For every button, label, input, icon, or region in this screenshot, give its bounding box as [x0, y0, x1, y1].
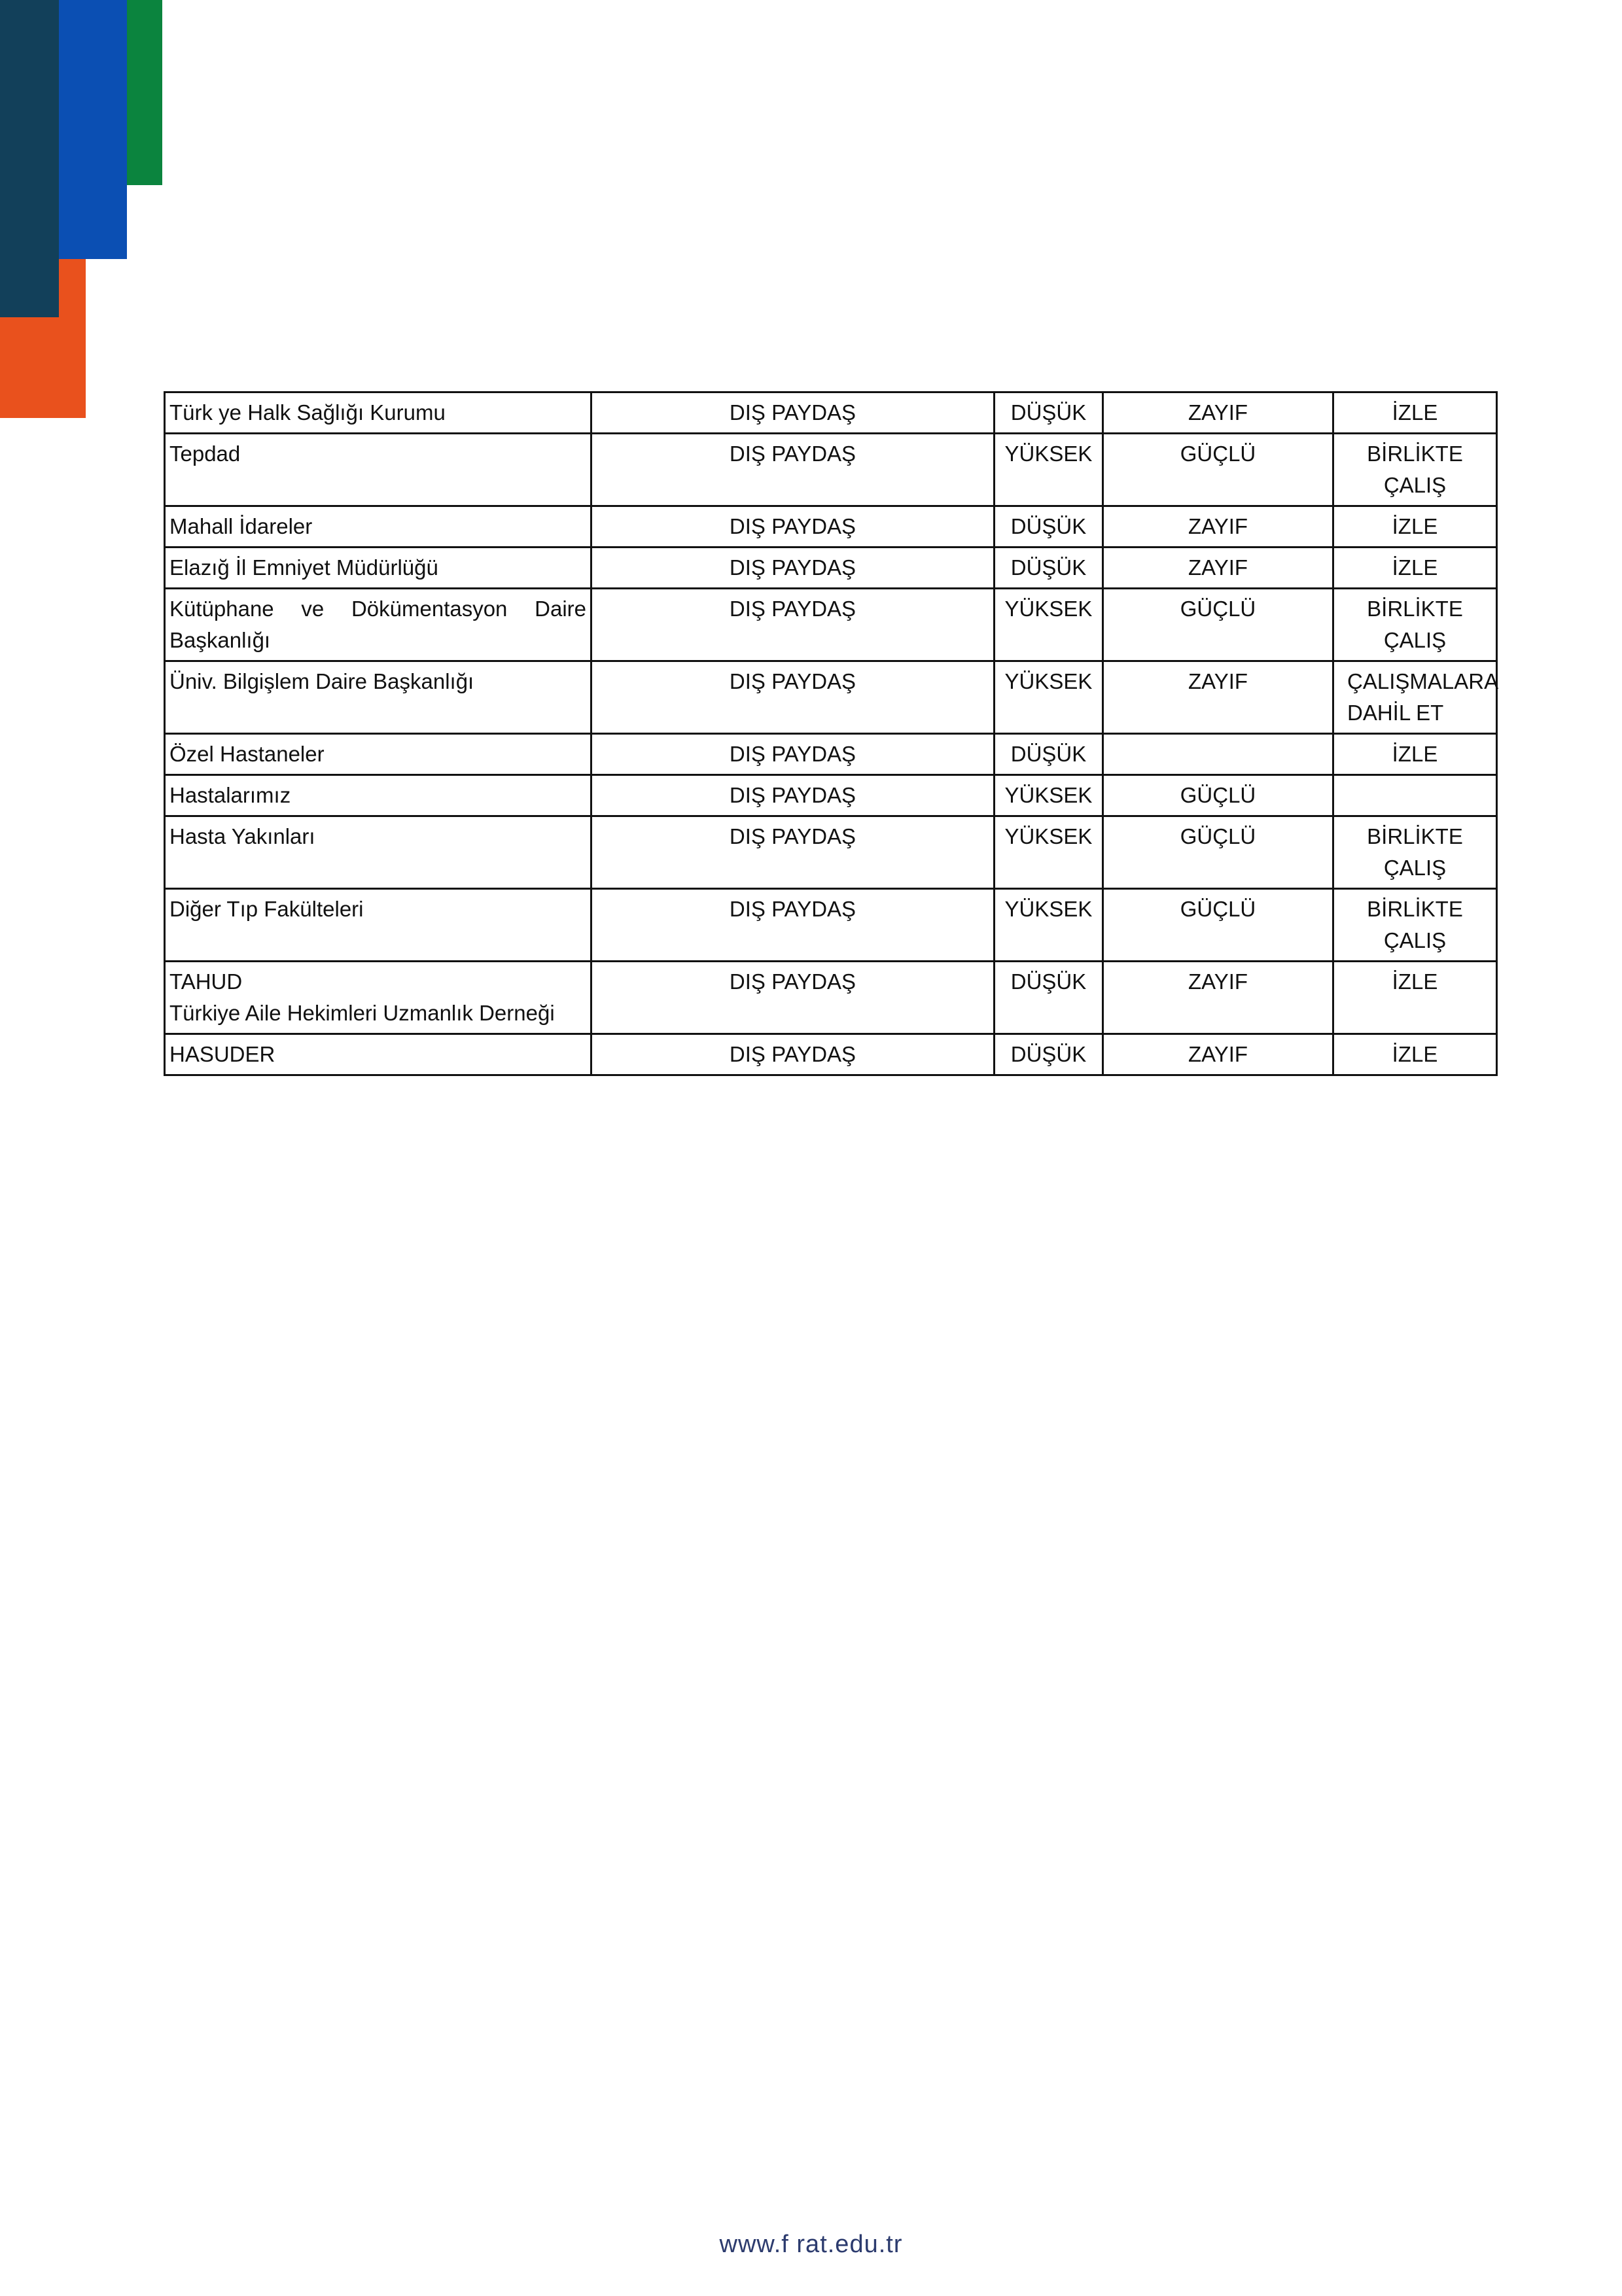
stakeholder-name: Elazığ İl Emniyet Müdürlüğü	[165, 548, 591, 589]
stakeholder-type: DIŞ PAYDAŞ	[591, 816, 995, 889]
table-row	[165, 548, 1497, 589]
stakeholder-name: TAHUD	[169, 969, 243, 994]
stakeholder-type: DIŞ PAYDAŞ	[591, 734, 995, 775]
stakeholder-influence: GÜÇLÜ	[1103, 775, 1333, 816]
table-row	[165, 962, 1497, 1034]
table-row	[165, 775, 1497, 816]
stakeholder-importance: DÜŞÜK	[995, 1034, 1103, 1075]
stakeholder-type: DIŞ PAYDAŞ	[591, 775, 995, 816]
table-row	[165, 734, 1497, 775]
stakeholder-importance: YÜKSEK	[995, 889, 1103, 962]
stakeholder-type: DIŞ PAYDAŞ	[591, 434, 995, 506]
stakeholder-action: İZLE	[1333, 392, 1497, 434]
table-row	[165, 1034, 1497, 1075]
stakeholder-type: DIŞ PAYDAŞ	[591, 889, 995, 962]
stakeholder-influence	[1103, 734, 1333, 775]
stakeholder-name: Özel Hastaneler	[165, 734, 591, 775]
stakeholder-importance: DÜŞÜK	[995, 506, 1103, 548]
table-row	[165, 816, 1497, 889]
stakeholder-name: Üniv. Bilgişlem Daire Başkanlığı	[165, 661, 591, 734]
stakeholder-type: DIŞ PAYDAŞ	[591, 392, 995, 434]
stakeholder-name: Diğer Tıp Fakülteleri	[165, 889, 591, 962]
stakeholder-action: BİRLİKTE ÇALIŞ	[1333, 889, 1497, 962]
table-row	[165, 506, 1497, 548]
stakeholder-name-cell	[165, 962, 591, 1034]
stakeholder-table	[164, 391, 1498, 1076]
stakeholder-importance: YÜKSEK	[995, 434, 1103, 506]
stakeholder-importance: DÜŞÜK	[995, 962, 1103, 1034]
stakeholder-action: BİRLİKTE ÇALIŞ	[1333, 816, 1497, 889]
table-row	[165, 661, 1497, 734]
stakeholder-action: İZLE	[1333, 962, 1497, 1034]
table-row	[165, 434, 1497, 506]
stakeholder-influence: GÜÇLÜ	[1103, 589, 1333, 661]
stakeholder-name: Mahall İdareler	[165, 506, 591, 548]
stakeholder-influence: GÜÇLÜ	[1103, 434, 1333, 506]
table-row	[165, 589, 1497, 661]
stakeholder-influence: GÜÇLÜ	[1103, 816, 1333, 889]
stakeholder-influence: GÜÇLÜ	[1103, 889, 1333, 962]
stakeholder-type: DIŞ PAYDAŞ	[591, 506, 995, 548]
stakeholder-action: İZLE	[1333, 548, 1497, 589]
stakeholder-action	[1333, 775, 1497, 816]
brand-bar-green	[127, 0, 162, 185]
stakeholder-name: Hasta Yakınları	[165, 816, 591, 889]
stakeholder-importance: YÜKSEK	[995, 816, 1103, 889]
stakeholder-importance: DÜŞÜK	[995, 548, 1103, 589]
brand-bar-dark	[0, 0, 59, 317]
stakeholder-importance: DÜŞÜK	[995, 734, 1103, 775]
table-row	[165, 392, 1497, 434]
stakeholder-type: DIŞ PAYDAŞ	[591, 589, 995, 661]
stakeholder-influence: ZAYIF	[1103, 661, 1333, 734]
stakeholder-type: DIŞ PAYDAŞ	[591, 661, 995, 734]
stakeholder-influence: ZAYIF	[1103, 548, 1333, 589]
stakeholder-name: Tepdad	[165, 434, 591, 506]
stakeholder-action: İZLE	[1333, 734, 1497, 775]
stakeholder-type: DIŞ PAYDAŞ	[591, 548, 995, 589]
stakeholder-action: ÇALIŞMALARA DAHİL ET	[1333, 661, 1497, 734]
stakeholder-action: BİRLİKTE ÇALIŞ	[1333, 589, 1497, 661]
table-row	[165, 889, 1497, 962]
brand-bar-blue	[59, 0, 127, 259]
stakeholder-influence: ZAYIF	[1103, 392, 1333, 434]
stakeholder-influence: ZAYIF	[1103, 1034, 1333, 1075]
stakeholder-name-full: Türkiye Aile Hekimleri Uzmanlık Derneği	[169, 1001, 555, 1025]
stakeholder-name: HASUDER	[165, 1034, 591, 1075]
stakeholder-importance: YÜKSEK	[995, 589, 1103, 661]
stakeholder-name: Türk ye Halk Sağlığı Kurumu	[165, 392, 591, 434]
stakeholder-importance: YÜKSEK	[995, 775, 1103, 816]
stakeholder-type: DIŞ PAYDAŞ	[591, 1034, 995, 1075]
stakeholder-name: Kütüphane ve Dökümentasyon Daire Başkanlığı	[165, 589, 591, 661]
stakeholder-influence: ZAYIF	[1103, 506, 1333, 548]
stakeholder-importance: DÜŞÜK	[995, 392, 1103, 434]
stakeholder-influence: ZAYIF	[1103, 962, 1333, 1034]
stakeholder-name: Hastalarımız	[165, 775, 591, 816]
footer-url: www.f rat.edu.tr	[719, 2231, 903, 2258]
stakeholder-action: BİRLİKTE ÇALIŞ	[1333, 434, 1497, 506]
stakeholder-action: İZLE	[1333, 506, 1497, 548]
stakeholder-type: DIŞ PAYDAŞ	[591, 962, 995, 1034]
stakeholder-action: İZLE	[1333, 1034, 1497, 1075]
stakeholder-importance: YÜKSEK	[995, 661, 1103, 734]
